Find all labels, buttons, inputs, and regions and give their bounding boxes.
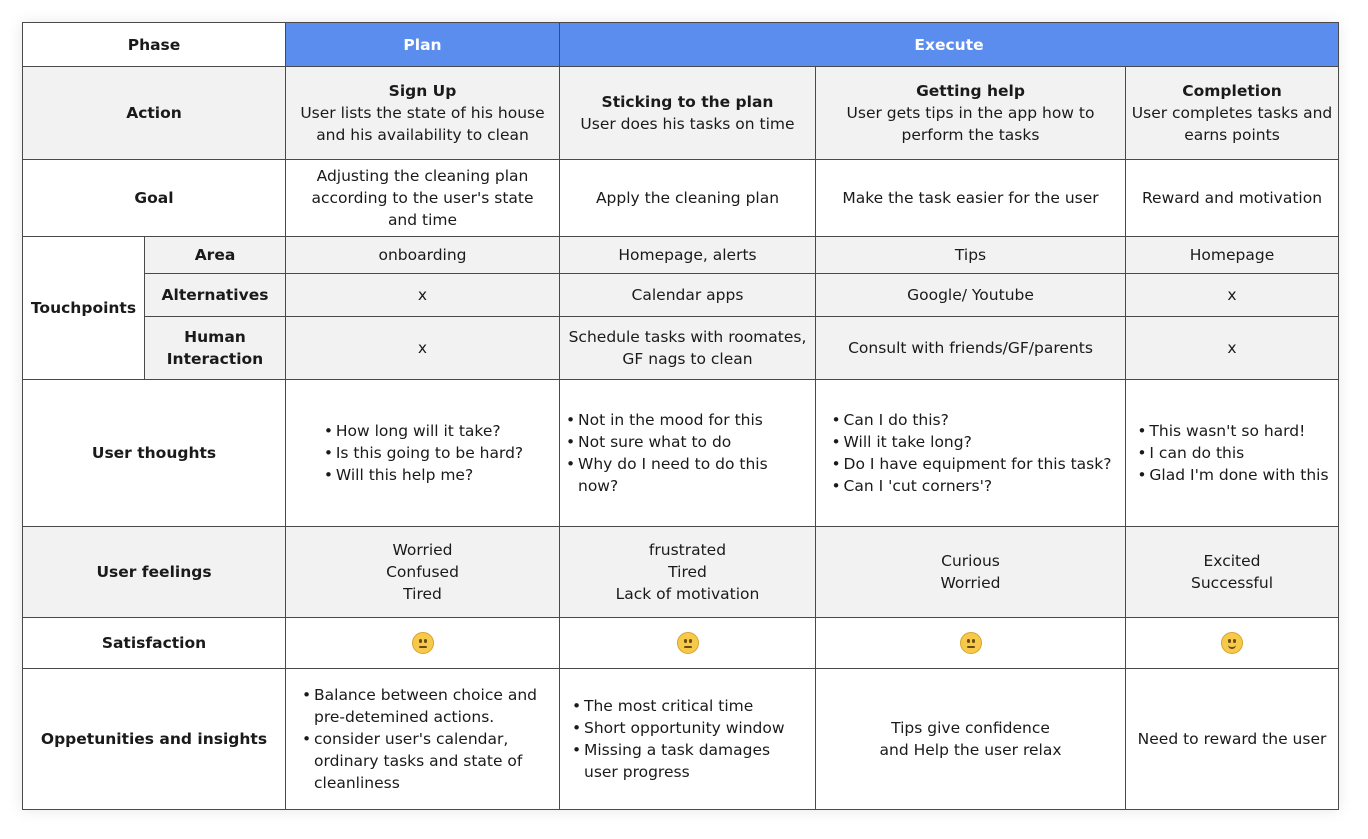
thought-item: • This wasn't so hard! (1135, 420, 1328, 442)
feeling-item: Confused (386, 563, 459, 581)
neutral-face-icon (677, 632, 699, 654)
human-interaction-cell: x (1126, 317, 1339, 380)
touchpoints-label: Touchpoints (23, 237, 145, 380)
action-title: Sign Up (388, 82, 457, 100)
action-cell-sticking (560, 67, 816, 160)
goal-label: Goal (23, 160, 286, 237)
satisfaction-cell (286, 618, 560, 669)
user-thoughts-label: User thoughts (23, 380, 286, 527)
opportunity-item: • consider user's calendar, ordinary tasks and state of cleanliness (300, 728, 545, 794)
thoughts-list (1135, 420, 1328, 486)
thought-item: • Will this help me? (322, 464, 523, 486)
human-interaction-label: Human Interaction (145, 317, 286, 380)
phase-execute-header: Execute (560, 23, 1339, 67)
thought-item: • Is this going to be hard? (322, 442, 523, 464)
satisfaction-cell (816, 618, 1126, 669)
area-cell: Tips (816, 237, 1126, 274)
human-interaction-cell: x (286, 317, 560, 380)
thought-item: • How long will it take? (322, 420, 523, 442)
feeling-item: Worried (940, 574, 1001, 592)
opportunity-item: • Missing a task damages user progress (570, 739, 805, 783)
feelings-cell (560, 527, 816, 618)
thought-item: • Glad I'm done with this (1135, 464, 1328, 486)
action-cell-signup (286, 67, 560, 160)
customer-journey-table (22, 22, 1339, 810)
thoughts-cell (1126, 380, 1339, 527)
action-desc: User gets tips in the app how to perform the tasks (846, 104, 1095, 144)
feeling-item: Tired (668, 563, 707, 581)
alternatives-cell: Google/ Youtube (816, 274, 1126, 317)
opportunity-item: • Balance between choice and pre-detemined actions. (300, 684, 545, 728)
opportunities-label: Oppetunities and insights (23, 669, 286, 810)
goal-cell: Adjusting the cleaning plan according to the user's state and time (286, 160, 560, 237)
action-title: Sticking to the plan (601, 93, 774, 111)
action-label: Action (23, 67, 286, 160)
thought-item: • Do I have equipment for this task? (830, 453, 1112, 475)
opportunities-cell (286, 669, 560, 810)
thoughts-list (564, 409, 811, 497)
alternatives-cell: Calendar apps (560, 274, 816, 317)
phase-label: Phase (23, 23, 286, 67)
goal-cell: Apply the cleaning plan (560, 160, 816, 237)
area-cell: onboarding (286, 237, 560, 274)
satisfaction-cell (1126, 618, 1339, 669)
neutral-face-icon (960, 632, 982, 654)
thoughts-list (322, 420, 523, 486)
action-title: Getting help (916, 82, 1025, 100)
journey-map-card (22, 22, 1338, 809)
thought-item: • I can do this (1135, 442, 1328, 464)
human-interaction-cell: Schedule tasks with roomates, GF nags to clean (560, 317, 816, 380)
thought-item: • Can I do this? (830, 409, 1112, 431)
thought-item: • Can I 'cut corners'? (830, 475, 1112, 497)
alternatives-label: Alternatives (145, 274, 286, 317)
action-cell-help (816, 67, 1126, 160)
feelings-cell (1126, 527, 1339, 618)
action-desc: User lists the state of his house and his availability to clean (300, 104, 545, 144)
feeling-item: Tired (403, 585, 442, 603)
feeling-item: Successful (1191, 574, 1273, 592)
opportunity-item: • Short opportunity window (570, 717, 805, 739)
thoughts-cell (816, 380, 1126, 527)
human-interaction-cell: Consult with friends/GF/parents (816, 317, 1126, 380)
phase-plan-header: Plan (286, 23, 560, 67)
thought-item: • Why do I need to do this now? (564, 453, 811, 497)
feeling-item: Curious (941, 552, 1000, 570)
opportunities-list (300, 684, 545, 794)
opportunities-cell: Tips give confidence and Help the user relax (816, 669, 1126, 810)
satisfaction-label: Satisfaction (23, 618, 286, 669)
alternatives-cell: x (1126, 274, 1339, 317)
opportunities-cell (560, 669, 816, 810)
action-desc: User completes tasks and earns points (1131, 104, 1333, 144)
satisfaction-cell (560, 618, 816, 669)
opportunities-cell: Need to reward the user (1126, 669, 1339, 810)
feeling-item: frustrated (648, 541, 727, 559)
thought-item: • Will it take long? (830, 431, 1112, 453)
goal-cell: Reward and motivation (1126, 160, 1339, 237)
smiling-face-icon (1221, 632, 1243, 654)
thoughts-cell (560, 380, 816, 527)
opportunities-list (570, 695, 805, 783)
action-cell-completion (1126, 67, 1339, 160)
neutral-face-icon (412, 632, 434, 654)
action-title: Completion (1182, 82, 1282, 100)
thought-item: • Not in the mood for this (564, 409, 811, 431)
action-desc: User does his tasks on time (580, 115, 795, 133)
feeling-item: Excited (1203, 552, 1261, 570)
feeling-item: Worried (392, 541, 453, 559)
alternatives-cell: x (286, 274, 560, 317)
area-cell: Homepage, alerts (560, 237, 816, 274)
feelings-cell (816, 527, 1126, 618)
goal-cell: Make the task easier for the user (816, 160, 1126, 237)
thought-item: • Not sure what to do (564, 431, 811, 453)
thoughts-cell (286, 380, 560, 527)
feeling-item: Lack of motivation (615, 585, 760, 603)
thoughts-list (830, 409, 1112, 497)
opportunity-item: • The most critical time (570, 695, 805, 717)
feelings-cell (286, 527, 560, 618)
user-feelings-label: User feelings (23, 527, 286, 618)
area-label: Area (145, 237, 286, 274)
area-cell: Homepage (1126, 237, 1339, 274)
